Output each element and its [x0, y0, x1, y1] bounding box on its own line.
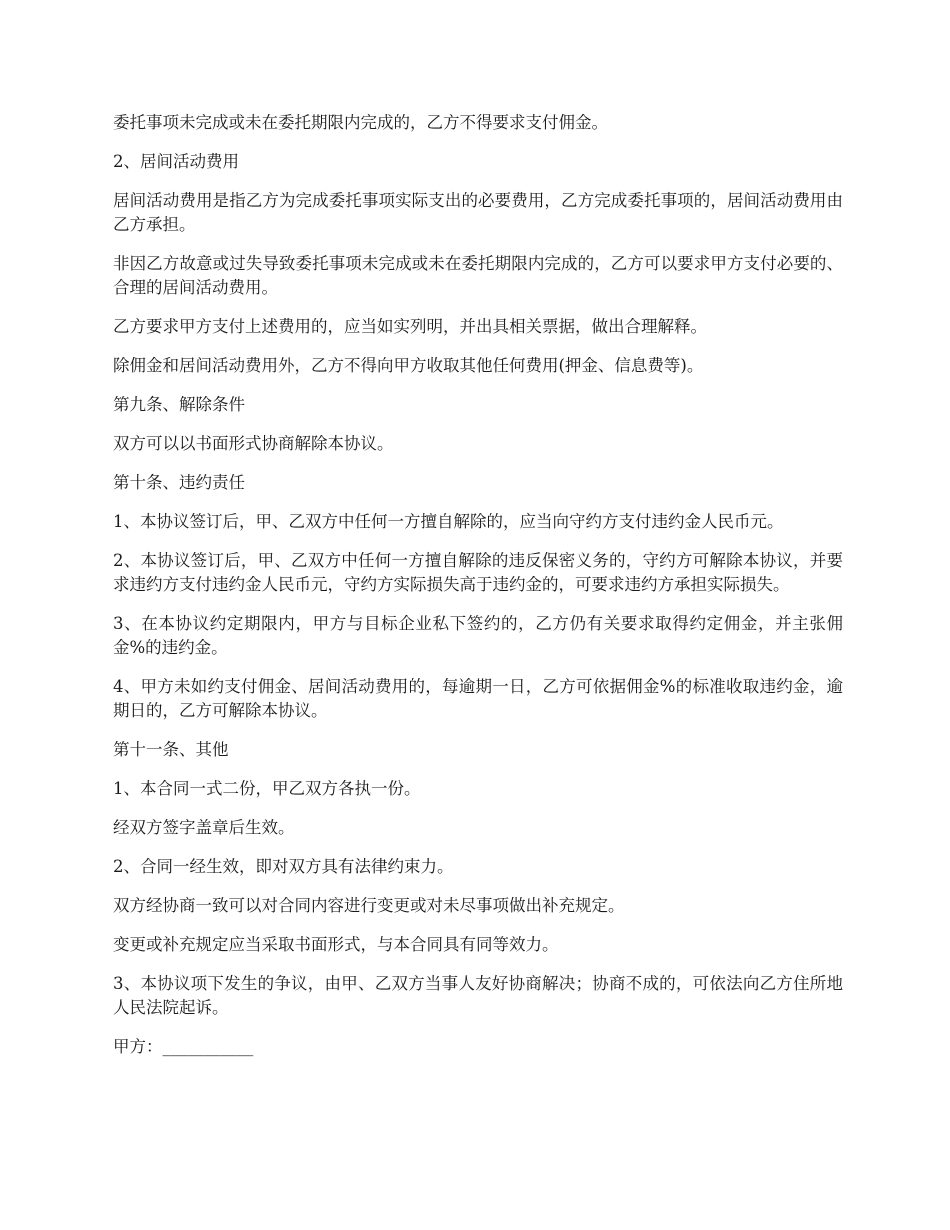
paragraph-19: 变更或补充规定应当采取书面形式，与本合同具有同等效力。	[113, 935, 559, 954]
document-body	[113, 111, 843, 1074]
paragraph-6: 除佣金和居间活动费用外，乙方不得向甲方收取其他任何费用(押金、信息费等)。	[113, 356, 704, 375]
paragraph-4: 非因乙方故意或过失导致委托事项未完成或未在委托期限内完成的，乙方可以要求甲方支付必要的、合理的居间活动费用。	[113, 254, 843, 297]
paragraph-18: 双方经协商一致可以对合同内容进行变更或对未尽事项做出补充规定。	[113, 896, 625, 915]
paragraph-3: 居间活动费用是指乙方为完成委托事项实际支出的必要费用，乙方完成委托事项的，居间活动费用由乙方承担。	[113, 191, 843, 234]
paragraph-12: 3、在本协议约定期限内，甲方与目标企业私下签约的，乙方仍有关要求取得约定佣金，并主张佣金%的违约金。	[113, 614, 843, 657]
paragraph-10: 1、本协议签订后，甲、乙双方中任何一方擅自解除的，应当向守约方支付违约金人民币元。	[113, 512, 784, 531]
section-heading-10: 第十条、违约责任	[113, 473, 245, 492]
paragraph-13: 4、甲方未如约支付佣金、居间活动费用的，每逾期一日，乙方可依据佣金%的标准收取违约金，逾期日的，乙方可解除本协议。	[113, 677, 843, 720]
paragraph-17: 2、合同一经生效，即对双方具有法律约束力。	[113, 857, 454, 876]
section-heading-9: 第九条、解除条件	[113, 395, 245, 414]
paragraph-11: 2、本协议签订后，甲、乙双方中任何一方擅自解除的违反保密义务的，守约方可解除本协议，并要求违约方支付违约金人民币元，守约方实际损失高于违约金的，可要求违约方承担实际损失。	[113, 551, 843, 594]
party-a-signature-line: 甲方：___________	[113, 1037, 254, 1056]
paragraph-5: 乙方要求甲方支付上述费用的，应当如实列明，并出具相关票据，做出合理解释。	[113, 317, 707, 336]
section-heading-11: 第十一条、其他	[113, 740, 229, 759]
paragraph-20: 3、本协议项下发生的争议，由甲、乙双方当事人友好协商解决；协商不成的，可依法向乙方住所地人民法院起诉。	[113, 974, 843, 1017]
paragraph-8: 双方可以以书面形式协商解除本协议。	[113, 434, 394, 453]
paragraph-15: 1、本合同一式二份，甲乙双方各执一份。	[113, 779, 421, 798]
paragraph-1: 委托事项未完成或未在委托期限内完成的，乙方不得要求支付佣金。	[113, 113, 608, 132]
paragraph-16: 经双方签字盖章后生效。	[113, 818, 295, 837]
paragraph-2: 2、居间活动费用	[113, 152, 239, 171]
